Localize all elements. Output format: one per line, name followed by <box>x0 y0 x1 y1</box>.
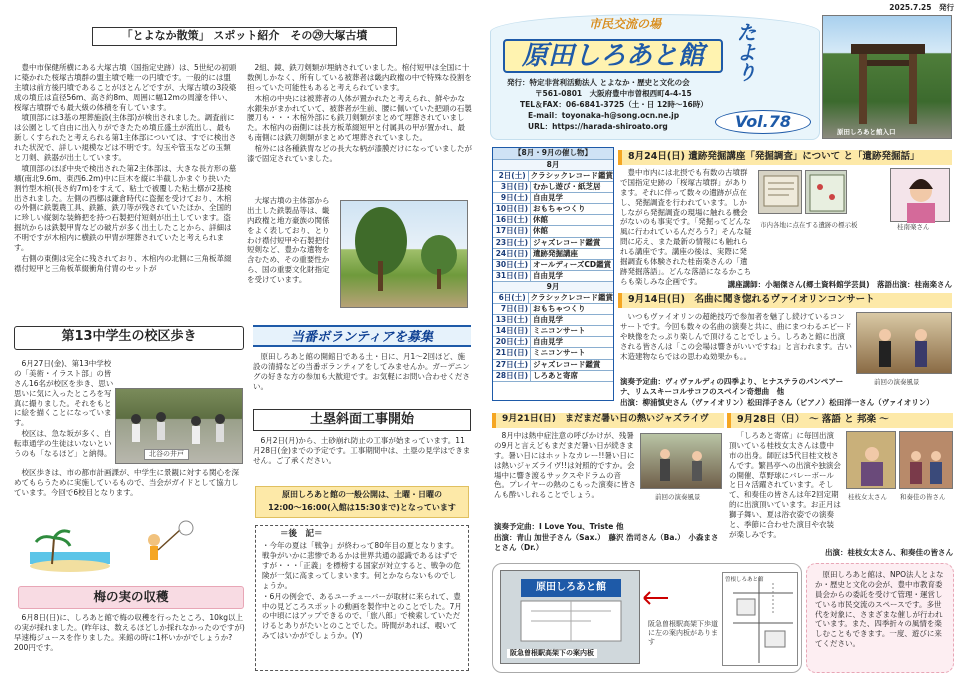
ume-title: 梅の実の収穫 <box>18 586 244 609</box>
masthead-publisher: 発行：特定非営利活動法人 とよなか・歴史と文化の会 <box>507 78 690 87</box>
school-text-cont <box>14 468 244 510</box>
school-paragraph: 校区歩きは、市の都市計画課が、中学生に景観に対する関心を深めてもらうために実施しているもので、当会がガイドとして協力しています。今回で6校目となります。 <box>14 468 239 497</box>
access-caption-mid: 阪急曽根駅高架下歩道に左の案内板があります <box>648 620 718 647</box>
schedule-row <box>493 182 613 193</box>
spot-text-col1 <box>14 63 238 321</box>
spot-paragraph: 2組、鏡、鉄刀剣類が埋納されていました。棺付短甲は全国に十数例しかなく、所有している被葬者は畿内政権の中で特殊な役割を担っていた可能性もあると考えられています。 <box>247 63 472 92</box>
sep21-photo <box>640 433 722 489</box>
gate-photo-caption: 原田しろあと館入口 <box>837 128 896 136</box>
schedule-date: 9日(土) <box>493 193 531 203</box>
aug24-speaker: 講座講師：小堀傑さん(郷土資料館学芸員) 落語出演：桂南楽さん <box>727 280 952 289</box>
gate-photo <box>822 15 952 139</box>
spot-paragraph: 豊中市保健所横にある大塚古墳（国指定史跡）は、5世紀の初頭に築かれた桜塚古墳群の盟主墳で唯一の円墳です。一般的には盟主墳は前方後円墳であることがほとんどですが、大塚古墳の3段築成の墳丘は直径56m、高さ約8m、周囲に幅12mの周濠を伴い、桜塚古墳群でも最大級の体積を有しています。 <box>14 63 237 112</box>
volunteer-paragraph: 原田しろあと館の開館日である土・日に、月1〜2回ほど、施設の清掃などの当番ボランティアをしてみませんか。ガーデニングの好きな方の参加も大歓迎です。お気軽にお問い合わせください。 <box>253 352 470 391</box>
aug24-map-photo <box>805 170 847 214</box>
spot-title: 「とよなか散策」 スポット紹介 その㉙大塚古墳 <box>92 27 397 46</box>
volunteer-text <box>253 352 471 400</box>
afterword-text-1: ・今年の夏は「戦争」が終わって80年目の夏となります。戦争がいかに悲惨であるかは世界共通の認識であるはずですが・・・「正義」を標榜する国家が対立すると、戦争の危険が一気に高まってしまいます。何とかならないものでしょうか。 <box>262 541 461 590</box>
schedule-sep-list <box>493 293 613 382</box>
open-hours-box <box>255 486 469 518</box>
spot-paragraph: 右側の東側は完全に残されており、木棺内の北側に三角板革綴襟付短甲と三角板革綴衝角付冑のセットが <box>14 253 232 273</box>
schedule-row <box>493 360 613 371</box>
schedule-row <box>493 238 613 249</box>
schedule-event: 自由見学 <box>533 193 563 203</box>
schedule-event: しろあと寄席 <box>533 370 578 380</box>
sep28-performers: 出演：桂枝女太さん、和奏佳の皆さん <box>825 548 953 557</box>
school-paragraph: 校区は、急な坂が多く、自転車通学の生徒はいないというのも「なるほど」と納得。 <box>14 429 112 459</box>
schedule-date: 23日(土) <box>493 238 531 248</box>
schedule-date: 13日(土) <box>493 315 531 325</box>
volunteer-title: 当番ボランティアを募集 <box>253 325 471 347</box>
aug24-person-caption: 桂南楽さん <box>897 223 930 231</box>
masthead-url: URL：https://harada-shiroato.org <box>528 122 668 131</box>
sep28-photo-1 <box>846 431 896 489</box>
access-map <box>722 572 798 666</box>
masthead-tayori: たより <box>733 22 757 82</box>
aug24-paragraph: 豊中市内には北摂でも有数の古墳群で国指定史跡の「桜塚古墳群」があります。それに伴って数々の遺跡が点在し、発掘調査を行われています。しかしながら発掘調査の現場に触れる機会がないのも事実です。「発掘ってどんな風に行われているんだろう?」そんな疑問に応え、また最新の情報にも触れられる講座です。講座の後は、実際に発掘調査も体験された桂南楽さんの「遺跡発掘落語」。どんな落語になるかこちらも楽しみな企画です。 <box>620 168 752 286</box>
gate-graphic <box>823 16 953 140</box>
schedule-event: クラシックレコード鑑賞 <box>530 292 613 302</box>
issue-date: 2025.7.25 発行 <box>889 3 954 12</box>
sep21-title: 9月21日(日) まだまだ暑い日の熱いジャズライヴ <box>492 413 724 428</box>
masthead-tagline: 市民交流の場 <box>588 17 661 31</box>
spot-text-col2 <box>247 63 472 198</box>
school-photo-caption: 北谷の井戸 <box>144 449 189 460</box>
tree-graphic <box>341 201 469 309</box>
sep28-caption-2: 和奏佳の皆さん <box>900 493 946 501</box>
spot-text-col2-cont <box>247 196 335 312</box>
open-hours-line1: 原田しろあと館の一般公開は、土曜・日曜の <box>282 490 442 499</box>
schedule-row <box>493 215 613 226</box>
sep14-photo <box>856 312 952 374</box>
sep21-program: 演奏予定曲：I Love You、Triste 他 <box>494 522 624 531</box>
sep28-text <box>729 431 841 545</box>
schedule-aug-label: 8月 <box>493 160 613 171</box>
sep28-photo-2 <box>899 431 953 489</box>
spot-paragraph: 大塚古墳の主体部から出土した鉄製品等は、畿内政権と地方豪族の関係をよく表しており、とりわけ襟付短甲や石製把付短剣など、豊かな遺物を含むため、その重要性から、国の重要文化財指定を受けています。 <box>247 196 330 285</box>
ume-paragraph: 6月8日(日)に、しろあと館で梅の収穫を行ったところ、10kg以上の実が採れました。(昨年は、数えるほどしか採れなかったのですが) 早速梅ジュースを作りました。来館の時に1杯いかがでしょうか? 200円です。 <box>14 613 245 652</box>
sep21-performers: 出演：青山 加世子さん（Sax.） 藤沢 浩司さん（Ba.） 小森まさとさん（Dr.） <box>494 533 719 552</box>
aug24-person-photo <box>890 168 950 222</box>
kofun-photo <box>340 200 468 308</box>
schedule-event: 遺跡発掘講座 <box>533 248 578 258</box>
spot-paragraph: 木棺の中央には被葬者の人体が置かれたと考えられ、鮮やかな水銀朱がまかれていて、被葬者が生前、腰に佩いていた把頭の石製腰刀も・・・木棺外部にも鉄刀剣類がまとめて埋葬されていました。木棺内の南側には長方板革綴短甲と付属具の甲が置かれ、最も南側には鉄刀剣類がまとめて埋葬されていました。 <box>247 93 472 143</box>
masthead-address: 〒561-0801 大阪府豊中市曽根西町4-4-15 <box>535 89 692 98</box>
about-box <box>806 563 954 673</box>
schedule-row <box>493 271 613 282</box>
schedule-row <box>493 326 613 337</box>
beach-illustration <box>30 524 110 572</box>
schedule-row <box>493 193 613 204</box>
schedule-event: 休館 <box>533 215 548 225</box>
sep21-paragraph: 8月中は熱中症注意の呼びかけが、残暑の9月と言えどもまだまだ暑い日が続きます。暑い日にはホットなカレー!!暑い日には熱いジャズライヴ!!は対照的ですか。会場中に響き渡るサックスやドラムの音色。プレイヤーの熱のこもった演奏に皆さんも酔いしれることでしょう。 <box>494 431 636 500</box>
schedule-event: おもちゃつくり <box>533 204 586 214</box>
school-photo <box>115 388 243 464</box>
aug24-map-caption: 市内各地に点在する遺跡の標示板 <box>760 221 858 229</box>
schedule <box>492 147 614 401</box>
schedule-date: 24日(日) <box>493 249 531 259</box>
schedule-row <box>493 304 613 315</box>
spot-paragraph: 墳頂部には3基の埋葬施設(主体部)が検出されました。調査前には公園として自由に出入りができたため墳丘盛土が流出し、最も新しくすられたと考えられる第1主体部については、すでに検出された状況で、詳しい規模などは不明です。勾玉や管玉などの玉類と刀剣、鉄器が出土しています。 <box>14 113 237 163</box>
masthead-title: 原田しろあと館 <box>503 39 723 73</box>
schedule-event: おもちゃつくり <box>533 304 586 314</box>
schedule-date: 27日(土) <box>493 360 531 370</box>
schedule-event: ミニコンサート <box>533 326 586 336</box>
sep14-program: 演奏予定曲：ヴィヴァルディの四季より、ヒナステラのパンペアーナ、リムスキーコルサコフのスペイン奇想曲 他 <box>620 377 844 396</box>
access-map-label: 曽根しろあと館 <box>725 577 764 583</box>
schedule-aug-list <box>493 171 613 282</box>
sep14-paragraph: いつもヴァイオリンの超絶技巧で参加者を魅了し続けているコンサートです。今回も数々の名曲の演奏と共に、曲にまつわるエピードや映像をたっぷり楽しんで頂けることでしょう。しろあと館に出演される皆さんは「この会場は響きがいいですね」と言われます。古い木造建物ならではの思わぬ効果かも。。 <box>620 312 852 361</box>
schedule-date: 28日(日) <box>493 371 531 381</box>
aug24-title: 8月24日(日) 遺跡発掘講座「発掘調査」について と「遺跡発掘話」 <box>618 150 952 165</box>
schedule-row <box>493 293 613 304</box>
schedule-event: ジャズレコード鑑賞 <box>533 359 601 369</box>
schedule-row <box>493 204 613 215</box>
access-sign: 原田しろあと館 <box>521 579 621 597</box>
schedule-row <box>493 249 613 260</box>
schedule-event: 自由見学 <box>533 315 563 325</box>
masthead-email: E-mail：toyonaka-h@song.ocn.ne.jp <box>528 111 680 120</box>
schedule-row <box>493 348 613 359</box>
construction-title: 土塁斜面工事開始 <box>253 409 471 431</box>
aug24-signboard-photo <box>758 170 802 214</box>
sep28-paragraph: 「しろあと寄席」に毎回出演頂いている桂枝女太さんは豊中市の出身。師匠は5代目桂文枝さんです。繁昌亭への出演や独演会の開催、草野球にバレーボールと日々活躍されています。そして、和奏佳の皆さんは年2回定期的に出演頂いています。お正月は獅子舞い、夏は浴衣姿での演奏と、季節に合わせた演目や衣装が楽しみです。 <box>729 431 841 539</box>
schedule-row <box>493 226 613 237</box>
sep21-text <box>494 431 636 521</box>
schedule-date: 2日(土) <box>493 171 529 181</box>
schedule-date: 3日(日) <box>493 182 531 192</box>
sep14-performers: 出演：柳浦慎史さん（ヴァイオリン）松田洋子さん（ピアノ）松田洋一さん（ヴァイオリン） <box>620 398 934 407</box>
open-hours-line2: 12:00〜16:00(入館は15:30まで)となっています <box>268 502 456 512</box>
access-signboard-photo <box>500 570 640 664</box>
schedule-date: 14日(日) <box>493 326 531 336</box>
sep14-text <box>620 312 852 378</box>
construction-text <box>253 436 471 480</box>
sep21-caption: 前回の演奏風景 <box>655 493 701 501</box>
aug24-text-wide <box>620 232 952 278</box>
afterword-text-2: ・6月の例会で、あるユーチューバーが取材に来られて、豊中の見どころスポットの動画を製作中とのことでした。7月の中頃にはアップできるので、「旅八郎」で検索していただけるとありがたいとのことでした。時間があれば、覗いてみてはいかがでしょうか。(Y) <box>262 591 462 641</box>
schedule-date: 31日(日) <box>493 271 531 281</box>
access-map-graphic <box>723 573 799 667</box>
schedule-event: ジャズレコード鑑賞 <box>533 237 601 247</box>
ume-text <box>14 613 246 671</box>
afterword-box <box>255 525 469 671</box>
schedule-row <box>493 171 613 182</box>
access-caption-left: 阪急曽根駅高架下の案内板 <box>507 649 597 658</box>
schedule-date: 10日(日) <box>493 204 531 214</box>
sep14-title: 9月14日(日) 名曲に聞き惚れるヴァイオリンコンサート <box>618 293 952 308</box>
sep28-title: 9月28日（日） 〜 落語 と 邦楽 〜 <box>727 413 953 428</box>
afterword-title: ＝後 記＝ <box>280 529 323 539</box>
schedule-date: 17日(日) <box>493 226 531 236</box>
access-arrow <box>640 588 670 608</box>
construction-paragraph: 6月2日(月)から、土砂崩れ防止の工事が始まっています。11月28日(金)までの予定です。工事期間中は、土塁の見学はできません。ご了承ください。 <box>253 436 471 465</box>
spot-paragraph: 墳頂部のほぼ中央で検出された第2主体部は、大きな長方形の墓壙(南北9.6m、東西6.2m)中に巨木を縦に半截しかまぐり抉いた割竹型木棺(長さ約7m)をすえて、粘土で被覆した粘土槨が2基検出されました。左側の西槨は鎌倉時代に盗掘を受けており、木棺の外側に鉄製農工具、鉄鏃、鉄刀等が残されていたほか、全国的に珍しい縦剝な装飾把を持つ石製把付短剣が出土しています。盗掘坑からは鉄製甲冑などの破片が多く出土したことから、詳細は不明ですが木棺内に横鉄の甲冑が埋葬されていたと考えられます。 <box>14 163 237 253</box>
schedule-sep-label: 9月 <box>493 282 613 293</box>
schedule-date: 6日(土) <box>493 293 529 303</box>
schedule-title: 【8月・9月の催し物】 <box>493 148 613 160</box>
schedule-event: クラシックレコード鑑賞 <box>530 171 613 180</box>
sep14-caption: 前回の演奏風景 <box>874 378 920 386</box>
volume-number: Vol.78 <box>715 110 811 134</box>
schedule-date: 21日(日) <box>493 348 531 358</box>
schedule-row <box>493 337 613 348</box>
school-title: 第13中学生の校区歩き <box>14 326 244 350</box>
schedule-date: 16日(土) <box>493 215 531 225</box>
schedule-event: オールディーズCD鑑賞 <box>533 259 612 269</box>
spot-paragraph: 棺外には各種鉄冑などの長大な柄が漆膜だけになっていましたが漆で固定されていました。 <box>247 144 472 164</box>
schedule-row <box>493 260 613 271</box>
schedule-date: 7日(日) <box>493 304 531 314</box>
schedule-event: 休館 <box>533 226 548 236</box>
schedule-event: むかし遊び・紙芝居 <box>533 182 601 192</box>
about-text: 原田しろあと館は、NPO法人とよなか・歴史と文化の会が、豊中市教育委員会からの委託を受けて管理・運営している市民交流のスペースです。多世代を対象に、さまざまな催しが行われています。また、四季折々の風情を楽しむこともできます。一度、遊びに来てください。 <box>815 570 944 649</box>
sep28-caption-1: 桂枝女太さん <box>848 493 887 501</box>
school-paragraph: 6月27日(金)、第13中学校の「美術・イラスト部」の皆さん16名が校区を歩き、思い思いに気に入ったところを写真に撮りました。それをもとに絵を描くことになっています。 <box>14 359 114 428</box>
butterfly-net-illustration <box>140 520 200 572</box>
schedule-event: 自由見学 <box>533 337 563 347</box>
schedule-event: 自由見学 <box>533 270 563 280</box>
schedule-row <box>493 371 613 382</box>
schedule-row <box>493 315 613 326</box>
schedule-date: 30日(土) <box>493 260 531 270</box>
masthead-tel: TEL＆FAX：06-6841-3725（土・日 12時〜16時） <box>520 100 708 109</box>
schedule-event: ミニコンサート <box>533 348 586 358</box>
schedule-date: 20日(土) <box>493 337 531 347</box>
